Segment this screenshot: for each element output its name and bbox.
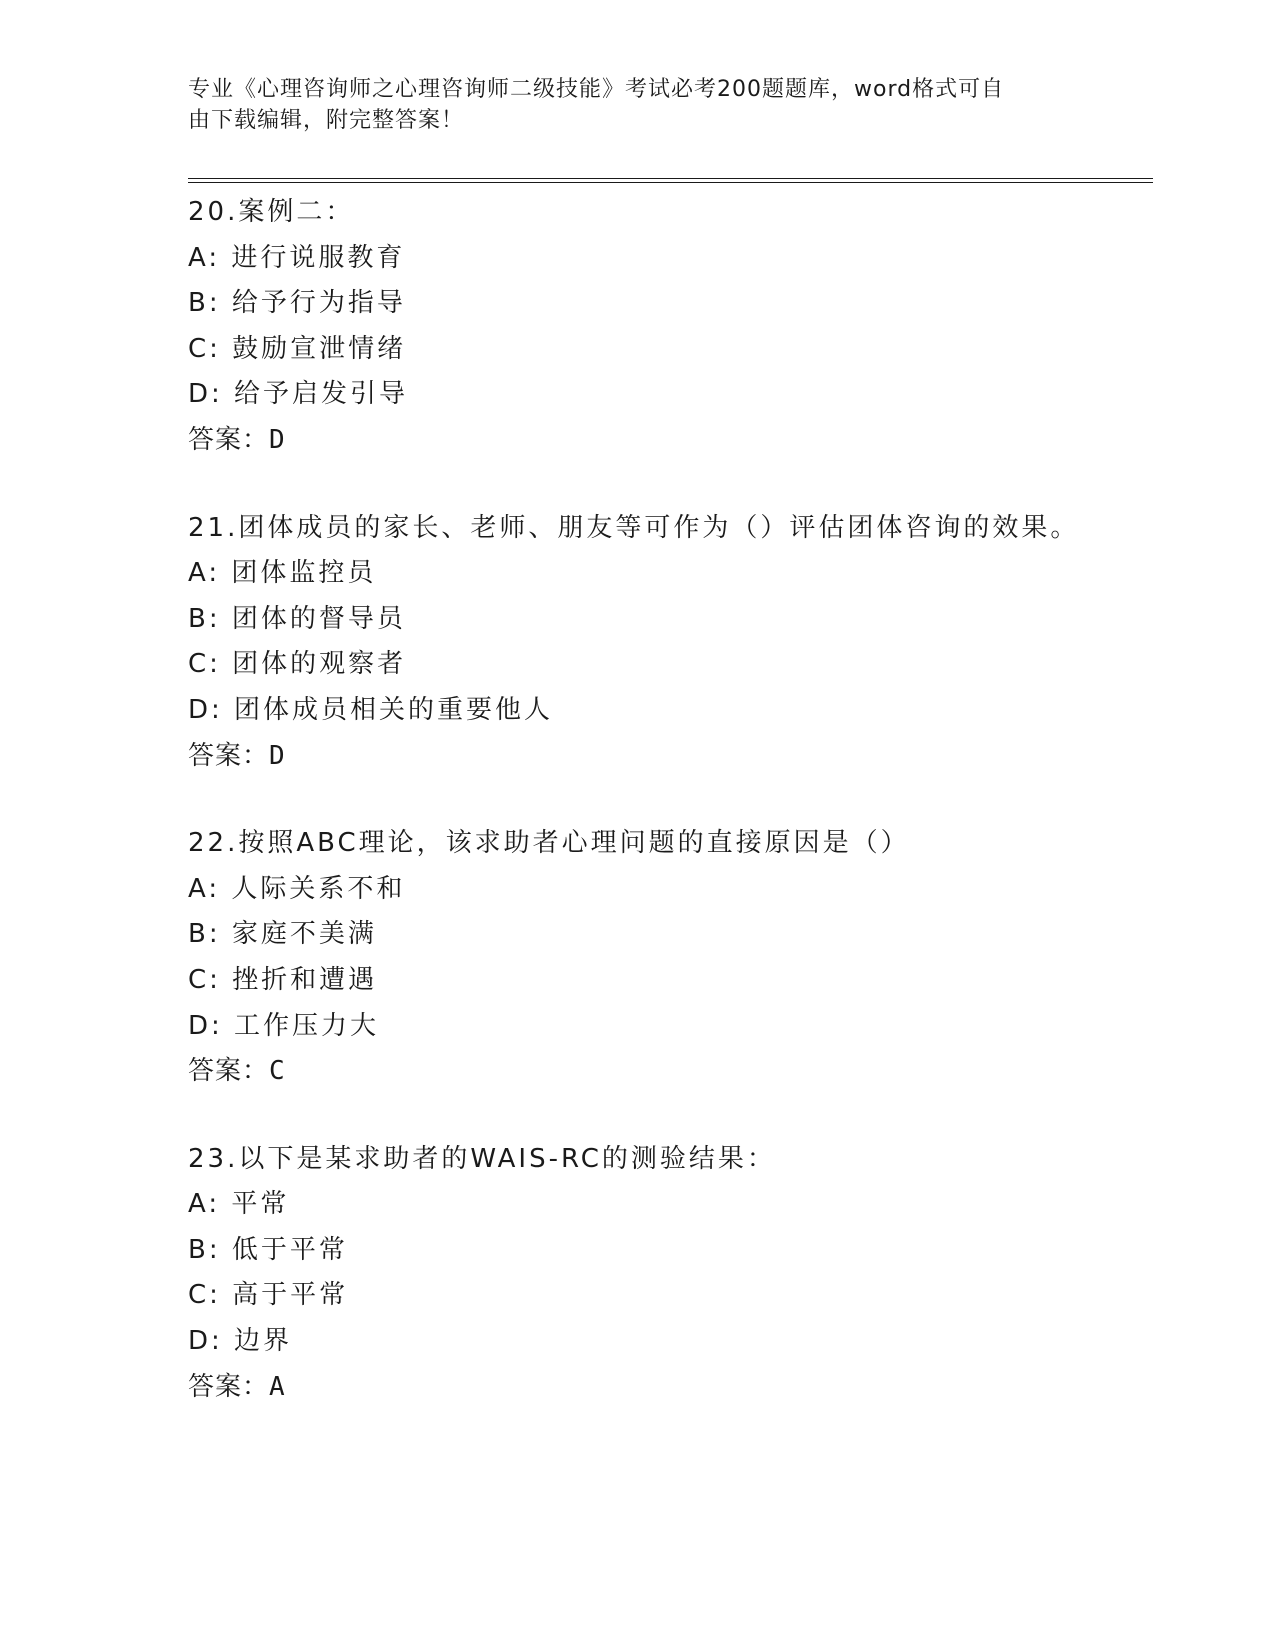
header-line-1: 专业《心理咨询师之心理咨询师二级技能》考试必考200题题库，word格式可自 xyxy=(188,77,1005,102)
option-c: C: 团体的观察者 xyxy=(188,649,407,680)
answer-value: D xyxy=(269,424,286,455)
option-c: C: 鼓励宣泄情绪 xyxy=(188,333,407,364)
option-b: B: 家庭不美满 xyxy=(188,919,377,950)
answer-line xyxy=(188,1049,1153,1095)
answer-line xyxy=(188,1365,1153,1411)
answer-label: 答案： xyxy=(188,424,270,455)
question-21 xyxy=(188,506,1153,780)
document-header xyxy=(188,74,1068,136)
option-a: A: 进行说服教育 xyxy=(188,242,406,273)
option-c: C: 挫折和遭遇 xyxy=(188,964,378,995)
question-stem: 20.案例二： xyxy=(188,197,355,227)
header-divider xyxy=(188,178,1153,183)
option-d: D: 团体成员相关的重要他人 xyxy=(188,694,554,725)
question-stem: 23.以下是某求助者的WAIS-RC的测验结果： xyxy=(188,1143,776,1174)
answer-label: 答案： xyxy=(188,1056,270,1087)
answer-value: C xyxy=(269,1056,286,1087)
answer-label: 答案： xyxy=(188,1371,270,1402)
option-a: A: 团体监控员 xyxy=(188,558,377,589)
option-a: A: 平常 xyxy=(188,1189,290,1220)
answer-line xyxy=(188,734,1153,780)
header-line-2: 由下载编辑，附完整答案！ xyxy=(188,108,465,133)
answer-label: 答案： xyxy=(188,740,270,771)
question-stem: 21.团体成员的家长、老师、朋友等可作为（）评估团体咨询的效果。 xyxy=(188,512,1080,543)
option-c: C: 高于平常 xyxy=(188,1280,349,1311)
question-list xyxy=(188,190,1153,1452)
answer-value: A xyxy=(269,1371,286,1402)
option-b: B: 给予行为指导 xyxy=(188,288,406,319)
option-b: B: 团体的督导员 xyxy=(188,603,406,634)
option-d: D: 工作压力大 xyxy=(188,1010,380,1041)
question-20 xyxy=(188,190,1153,464)
option-d: D: 给予启发引导 xyxy=(188,379,409,410)
option-b: B: 低于平常 xyxy=(188,1234,348,1265)
answer-line xyxy=(188,418,1153,464)
answer-value: D xyxy=(269,740,286,771)
question-stem: 22.按照ABC理论，该求助者心理问题的直接原因是（） xyxy=(188,828,910,859)
option-a: A: 人际关系不和 xyxy=(188,873,406,904)
question-22 xyxy=(188,821,1153,1095)
option-d: D: 边界 xyxy=(188,1326,293,1357)
question-23 xyxy=(188,1137,1153,1411)
